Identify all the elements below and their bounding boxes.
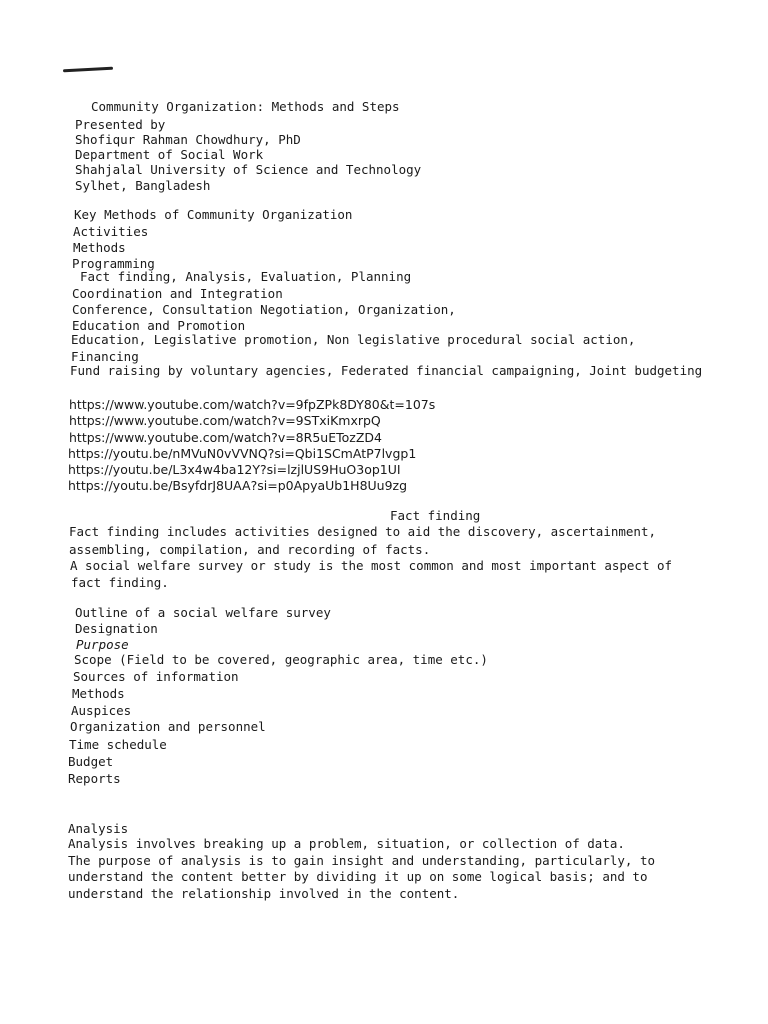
analysis-text: understand the relationship involved in the content. [68,886,460,901]
fact-finding-heading: Fact finding [390,508,481,523]
key-methods-line: Programming [72,256,155,271]
key-methods-heading: Key Methods of Community Organization [74,207,353,222]
location: Sylhet, Bangladesh [75,178,211,193]
key-methods-line: Education, Legislative promotion, Non legislative procedural social action, [71,332,636,347]
key-methods-line: Fund raising by voluntary agencies, Federated financial campaigning, Joint budgeting [70,363,703,378]
fact-finding-text: assembling, compilation, and recording of facts. [69,542,431,557]
survey-outline-item: Purpose [76,637,129,652]
survey-outline-item: Time schedule [69,737,167,752]
video-link[interactable]: https://youtu.be/BsyfdrJ8UAA?si=p0ApyaUb1H8Uu9zg [68,478,408,493]
fact-finding-text: Fact finding includes activities designed to aid the discovery, ascertainment, [69,524,656,539]
analysis-heading: Analysis [68,821,129,836]
video-link[interactable]: https://www.youtube.com/watch?v=9fpZPk8DY80&t=107s [69,397,436,412]
video-link[interactable]: https://www.youtube.com/watch?v=8R5uETozZD4 [69,430,382,445]
survey-outline-item: Sources of information [73,669,239,684]
video-link[interactable]: https://www.youtube.com/watch?v=9STxiKmxrpQ [69,413,381,428]
survey-outline-heading: Outline of a social welfare survey [75,605,331,620]
pen-mark [63,67,113,73]
key-methods-line: Activities [73,224,149,239]
department: Department of Social Work [75,147,264,162]
presented-by-label: Presented by [75,117,166,132]
video-link[interactable]: https://youtu.be/nMVuN0vVVNQ?si=Qbi1SCmAtP7lvgp1 [68,446,417,461]
survey-outline-item: Designation [75,621,158,636]
survey-outline-item: Auspices [71,703,132,718]
key-methods-line: Education and Promotion [72,318,246,333]
survey-outline-item: Scope (Field to be covered, geographic area, time etc.) [74,652,488,667]
key-methods-line: Fact finding, Analysis, Evaluation, Planning [80,269,412,284]
key-methods-line: Conference, Consultation Negotiation, Organization, [72,302,456,317]
analysis-text: The purpose of analysis is to gain insight and understanding, particularly, to [68,853,655,868]
survey-outline-item: Reports [68,771,121,786]
key-methods-line: Financing [71,349,139,364]
document-title: Community Organization: Methods and Steps [91,99,400,114]
analysis-text: Analysis involves breaking up a problem, situation, or collection of data. [68,836,625,851]
survey-outline-item: Budget [68,754,114,769]
key-methods-line: Coordination and Integration [72,286,283,301]
survey-outline-item: Methods [72,686,125,701]
video-link[interactable]: https://youtu.be/L3x4w4ba12Y?si=lzjlUS9HuO3op1UI [68,462,401,477]
fact-finding-text: fact finding. [71,575,169,590]
analysis-text: understand the content better by dividing it up on some logical basis; and to [68,869,648,884]
university: Shahjalal University of Science and Technology [75,162,422,177]
survey-outline-item: Organization and personnel [70,719,266,734]
key-methods-line: Methods [73,240,126,255]
fact-finding-text: A social welfare survey or study is the most common and most important aspect of [70,558,673,573]
author-name: Shofiqur Rahman Chowdhury, PhD [75,132,301,147]
